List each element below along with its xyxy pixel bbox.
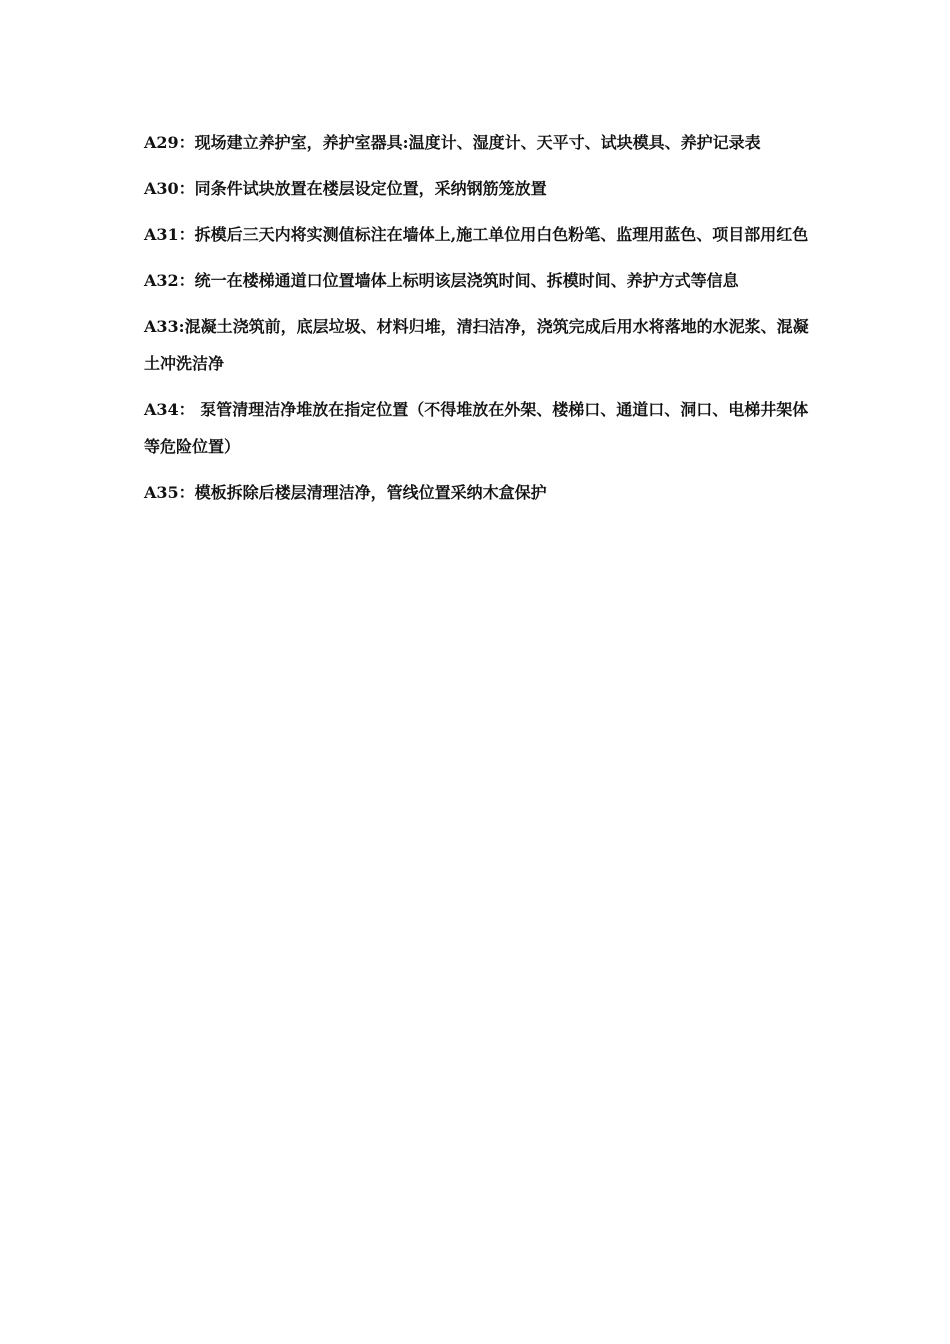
paragraph-a33: A33:混凝土浇筑前，底层垃圾、材料归堆，清扫洁净，浇筑完成后用水将落地的水泥浆、混凝土冲洗洁净 bbox=[144, 317, 809, 373]
paragraph-a34: A34： 泵管清理洁净堆放在指定位置（不得堆放在外架、楼梯口、通道口、洞口、电梯井架体等危险位置） bbox=[144, 400, 809, 456]
paragraph-a31: A31：拆模后三天内将实测值标注在墙体上,施工单位用白色粉笔、监理用蓝色、项目部用红色 bbox=[144, 225, 809, 244]
paragraph-a29: A29：现场建立养护室，养护室器具:温度计、湿度计、天平寸、试块模具、养护记录表 bbox=[144, 133, 761, 152]
paragraph-a30: A30：同条件试块放置在楼层设定位置，采纳钢筋笼放置 bbox=[144, 179, 547, 198]
paragraph-a35: A35：模板拆除后楼层清理洁净，管线位置采纳木盒保护 bbox=[144, 483, 547, 502]
paragraph-a32: A32：统一在楼梯通道口位置墙体上标明该层浇筑时间、拆模时间、养护方式等信息 bbox=[144, 271, 739, 290]
document-body bbox=[144, 124, 814, 520]
